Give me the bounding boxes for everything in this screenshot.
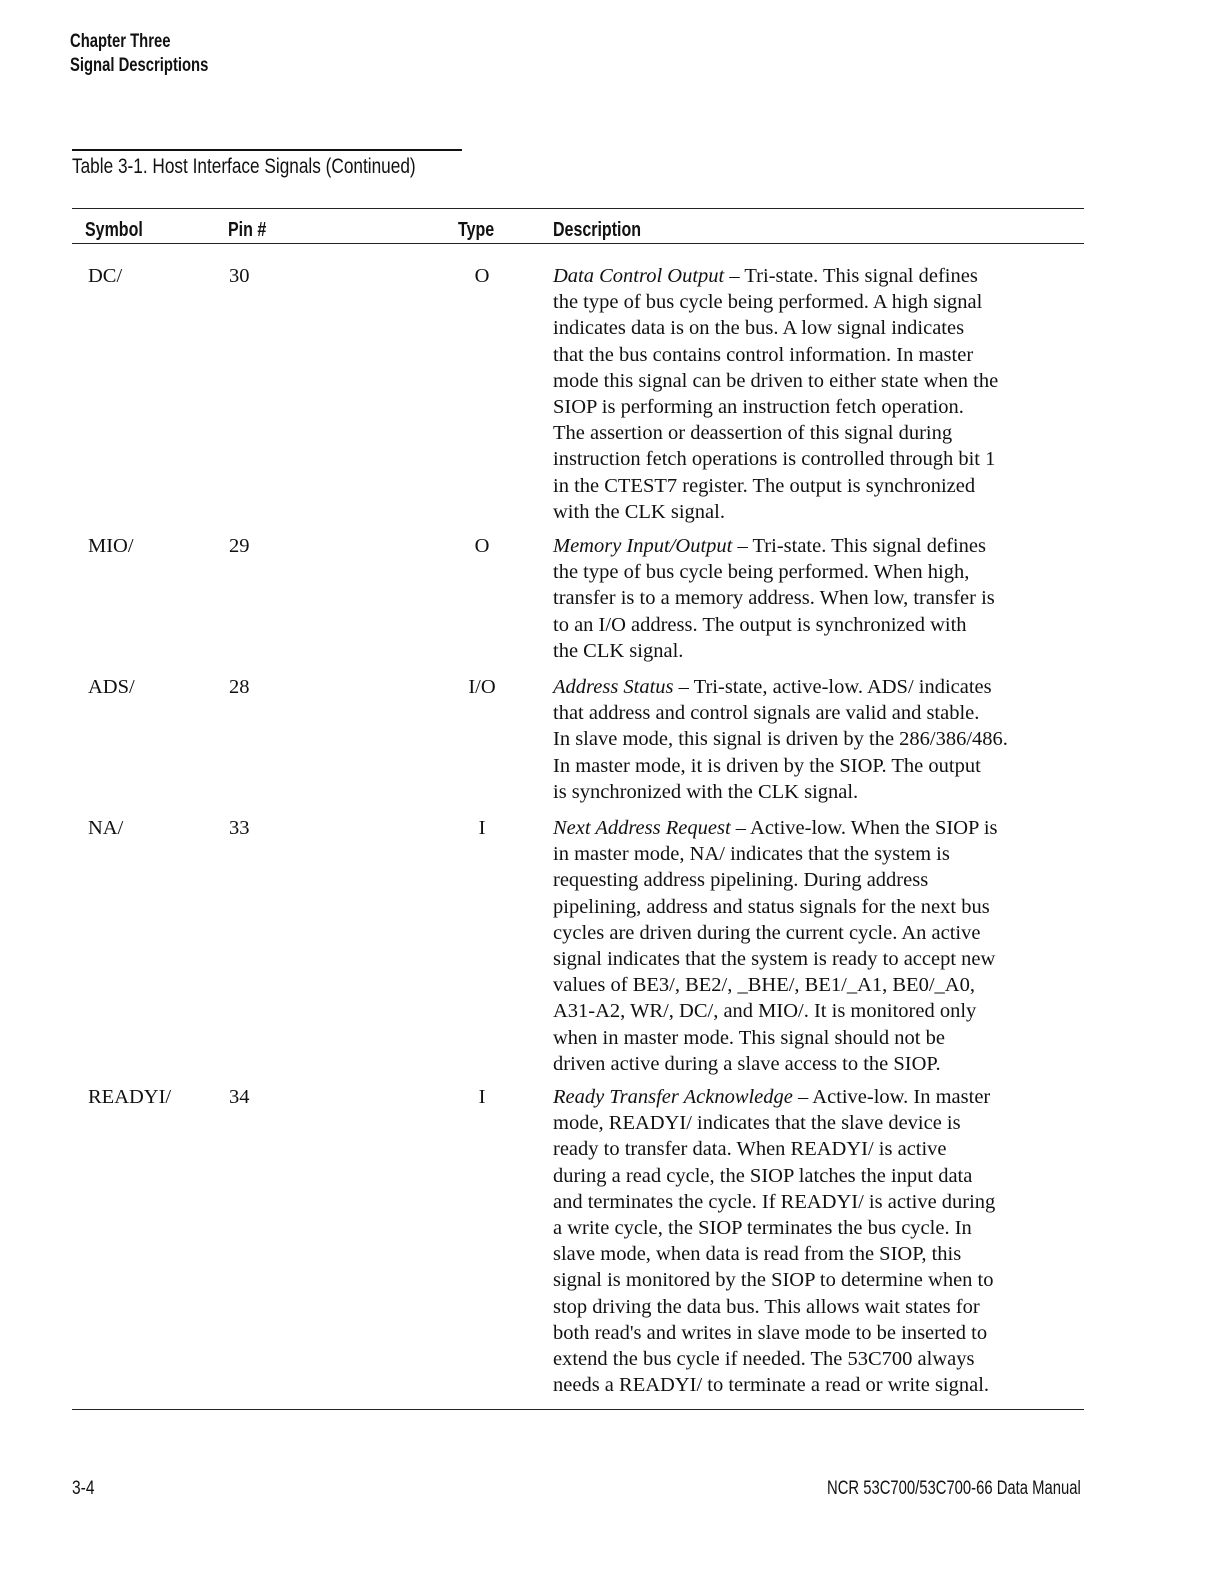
signal-type: I/O [468, 676, 496, 698]
signal-symbol: MIO/ [88, 535, 134, 557]
col-header-pin: Pin # [228, 219, 267, 241]
description-line: slave mode, when data is read from the SIOP, this [553, 1243, 962, 1266]
signal-description [553, 815, 1093, 1077]
description-line: signal is monitored by the SIOP to determine when to [553, 1269, 994, 1292]
description-line: that the bus contains control information. In master [553, 343, 974, 366]
pin-number: 28 [229, 676, 250, 698]
description-line: signal indicates that the system is ready to accept new [553, 948, 996, 971]
chapter-label: Chapter Three [70, 31, 171, 52]
col-header-symbol: Symbol [85, 219, 143, 241]
section-label: Signal Descriptions [70, 55, 209, 76]
description-line: ready to transfer data. When READYI/ is active [553, 1138, 947, 1161]
description-line: SIOP is performing an instruction fetch operation. [553, 396, 964, 419]
description-line: – Active-low. When the SIOP is [730, 817, 998, 839]
description-line: requesting address pipelining. During address [553, 869, 929, 892]
description-line: pipelining, address and status signals for the next bus [553, 895, 990, 918]
description-line: extend the bus cycle if needed. The 53C700 always [553, 1348, 975, 1371]
col-header-description: Description [553, 219, 642, 241]
table-top-rule [72, 208, 1084, 209]
manual-title: NCR 53C700/53C700-66 Data Manual [827, 1478, 1081, 1499]
description-line: In slave mode, this signal is driven by the 286/386/486. [553, 728, 1008, 751]
description-line: in the CTEST7 register. The output is synchronized [553, 474, 976, 497]
pin-number: 30 [229, 265, 250, 287]
description-line: during a read cycle, the SIOP latches the input data [553, 1164, 973, 1187]
page-number: 3-4 [72, 1478, 95, 1499]
description-line: A31-A2, WR/, DC/, and MIO/. It is monitored only [553, 1000, 977, 1023]
signal-term: Ready Transfer Acknowledge [553, 1086, 793, 1108]
description-line: – Tri-state. This signal defines [724, 265, 978, 287]
description-line: needs a READYI/ to terminate a read or write signal. [553, 1374, 990, 1397]
signal-type: I [478, 1086, 486, 1108]
description-line: stop driving the data bus. This allows wait states for [553, 1295, 980, 1318]
description-line: cycles are driven during the current cycle. An active [553, 921, 981, 944]
table-caption: Table 3-1. Host Interface Signals (Continued) [72, 155, 416, 178]
description-line: driven active during a slave access to the SIOP. [553, 1052, 941, 1075]
description-line: mode, READYI/ indicates that the slave device is [553, 1112, 961, 1135]
description-line: the CLK signal. [553, 639, 684, 662]
header-bottom-rule [72, 243, 1084, 244]
description-line: mode this signal can be driven to either state when the [553, 369, 999, 392]
description-line: indicates data is on the bus. A low signal indicates [553, 317, 965, 340]
description-line: In master mode, it is driven by the SIOP. The output [553, 754, 981, 777]
description-line: – Tri-state. This signal defines [732, 535, 986, 557]
signal-term: Address Status [553, 676, 674, 698]
description-line: to an I/O address. The output is synchronized with [553, 613, 967, 636]
description-line: the type of bus cycle being performed. When high, [553, 561, 970, 584]
signal-symbol: ADS/ [88, 676, 135, 698]
description-line: – Active-low. In master [792, 1086, 991, 1108]
description-line: that address and control signals are valid and stable. [553, 702, 980, 725]
signal-term: Data Control Output [553, 265, 725, 287]
description-line: transfer is to a memory address. When low, transfer is [553, 587, 995, 610]
running-head [70, 30, 208, 78]
signal-symbol: NA/ [88, 817, 124, 839]
description-line: the type of bus cycle being performed. A high signal [553, 291, 983, 314]
signal-description [553, 533, 1093, 664]
signal-type: O [474, 535, 490, 557]
signal-type: O [474, 265, 490, 287]
signal-symbol: READYI/ [88, 1086, 172, 1108]
description-line: both read's and writes in slave mode to be inserted to [553, 1321, 988, 1344]
description-line: instruction fetch operations is controlled through bit 1 [553, 448, 996, 471]
description-line: is synchronized with the CLK signal. [553, 780, 859, 803]
description-line: The assertion or deassertion of this signal during [553, 422, 953, 445]
description-line: when in master mode. This signal should not be [553, 1026, 945, 1049]
signal-description [553, 1084, 1093, 1398]
signal-term: Memory Input/Output [553, 535, 733, 557]
col-header-type: Type [458, 219, 495, 241]
caption-rule [72, 149, 462, 151]
description-line: a write cycle, the SIOP terminates the bus cycle. In [553, 1217, 972, 1240]
description-line: values of BE3/, BE2/, _BHE/, BE1/_A1, BE0/_A0, [553, 974, 975, 997]
signal-description [553, 263, 1093, 525]
pin-number: 29 [229, 535, 250, 557]
signal-type: I [478, 817, 486, 839]
signal-symbol: DC/ [88, 265, 123, 287]
description-line: – Tri-state, active-low. ADS/ indicates [673, 676, 992, 698]
description-line: with the CLK signal. [553, 500, 725, 523]
pin-number: 34 [229, 1086, 250, 1108]
table-bottom-rule [72, 1409, 1084, 1410]
signal-term: Next Address Request [553, 817, 731, 839]
description-line: in master mode, NA/ indicates that the system is [553, 843, 950, 866]
signal-description [553, 674, 1093, 805]
pin-number: 33 [229, 817, 250, 839]
description-line: and terminates the cycle. If READYI/ is active during [553, 1190, 996, 1213]
